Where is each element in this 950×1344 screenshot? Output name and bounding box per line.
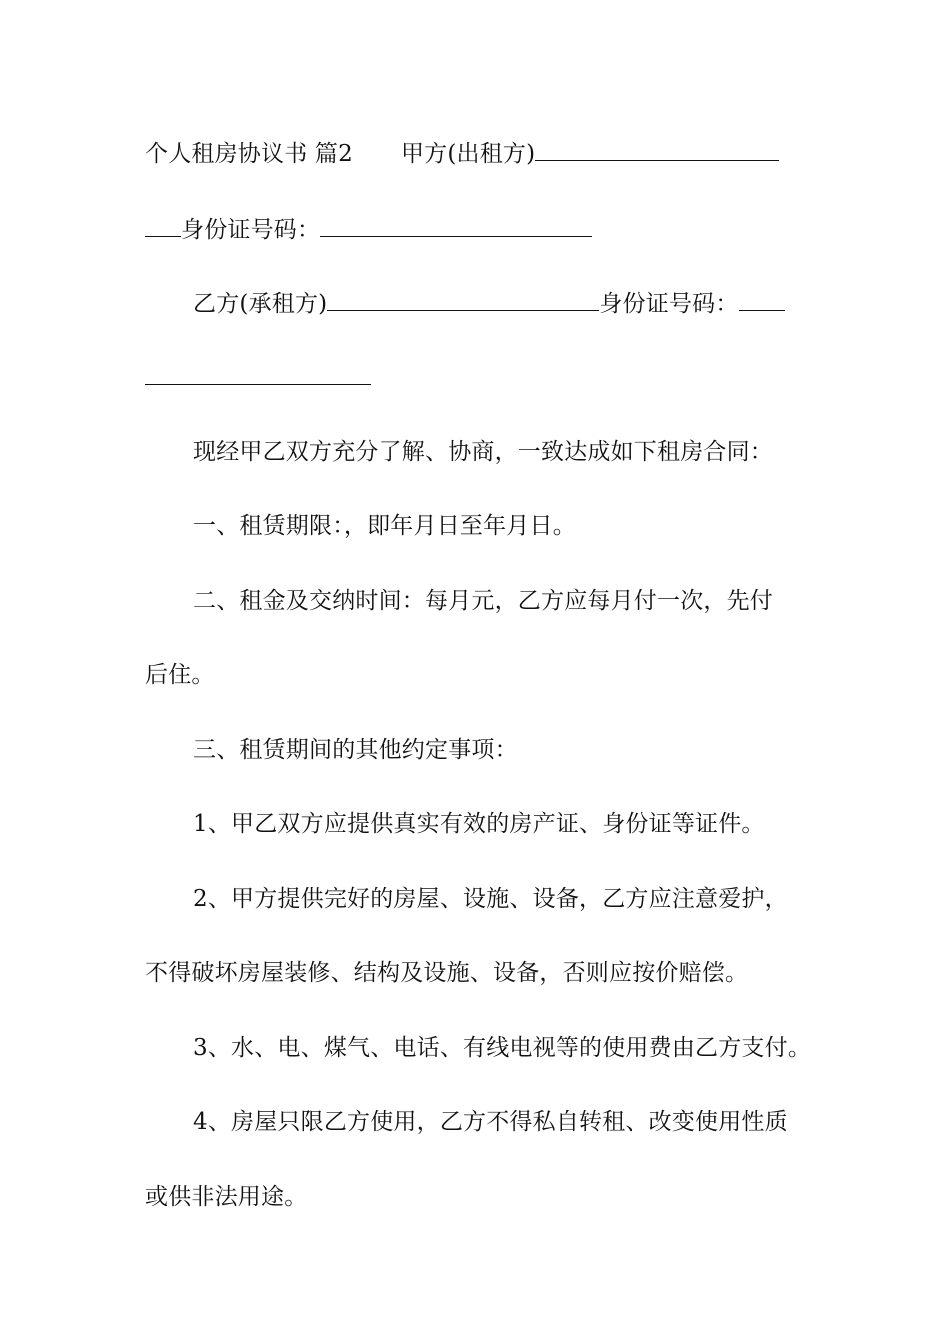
paragraph-other-header: 三、租赁期间的其他约定事项： (193, 737, 518, 763)
paragraph-rent-line1: 二、租金及交纳时间：每月元，乙方应每月付一次，先付 (193, 588, 773, 614)
party-a-id-blank (320, 214, 592, 237)
party-b-name-blank (327, 288, 599, 311)
paragraph-item-1: 1、甲乙双方应提供真实有效的房产证、身份证等证件。 (193, 811, 765, 837)
paragraph-item-2-line2: 不得破坏房屋装修、结构及设施、设备，否则应按价赔偿。 (145, 960, 749, 986)
party-b-label: 乙方(承租方) (193, 291, 328, 317)
party-b-id-label: 身份证号码： (599, 291, 739, 317)
party-b-id-cont-line (145, 362, 810, 393)
party-b-id-blank-cont (145, 362, 371, 385)
party-a-name-blank (535, 138, 779, 161)
party-b-id-blank (739, 288, 785, 311)
document-title: 个人租房协议书 篇2 (145, 141, 353, 167)
party-b-line (193, 288, 810, 319)
paragraph-item-4-line2: 或供非法用途。 (145, 1184, 308, 1210)
paragraph-intro: 现经甲乙双方充分了解、协商，一致达成如下租房合同： (193, 439, 773, 465)
party-a-label: 甲方(出租方) (400, 141, 536, 167)
paragraph-item-3: 3、水、电、煤气、电话、有线电视等的使用费由乙方支付。 (193, 1035, 812, 1061)
paragraph-item-4-line1: 4、房屋只限乙方使用，乙方不得私自转租、改变使用性质 (193, 1109, 788, 1135)
party-a-id-label: 身份证号码： (181, 217, 321, 243)
paragraph-item-2-line1: 2、甲方提供完好的房屋、设施、设备，乙方应注意爱护， (193, 886, 788, 912)
party-a-name-blank-cont (145, 214, 181, 237)
paragraph-term: 一、租赁期限：，即年月日至年月日。 (193, 513, 576, 539)
party-a-id-line (145, 214, 810, 245)
paragraph-rent-line2: 后住。 (145, 662, 215, 688)
header-line (145, 138, 810, 169)
